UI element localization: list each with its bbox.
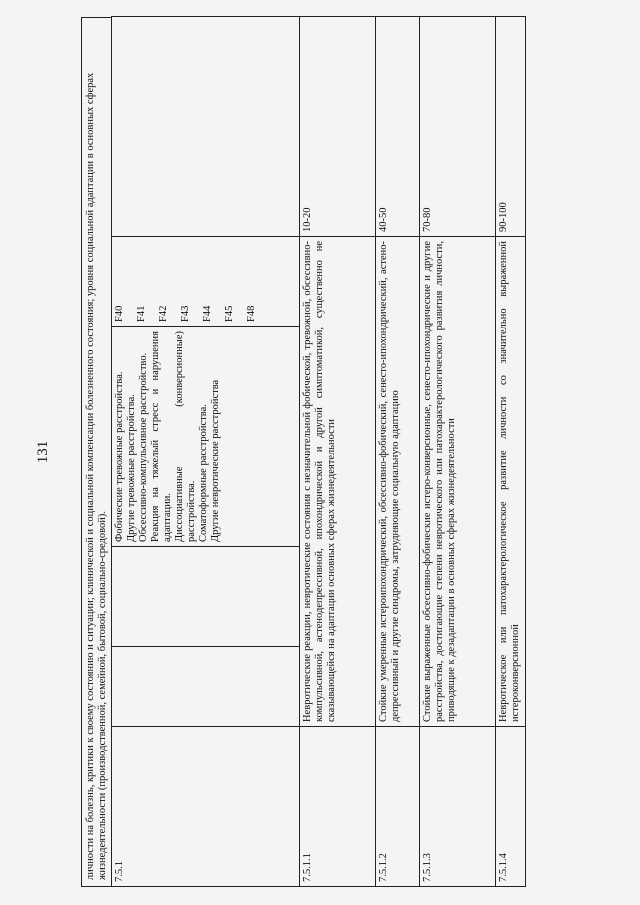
- disorder-item: Диссоциативные (конверсионные) расстройства.: [174, 331, 197, 542]
- percent-cell: 90-100: [496, 17, 526, 237]
- description-cell: Невротическое или патохарактерологическое развитие личности со значительно выраженной истероконверсионной: [496, 237, 526, 727]
- table-row: [496, 17, 526, 887]
- icd-code: F43: [180, 305, 191, 322]
- disorder-item: Реакция на тяжелый стресс и нарушения адаптации.: [150, 331, 173, 542]
- percent-cell: 10-20: [300, 17, 376, 237]
- percent-cell: 70-80: [420, 17, 496, 237]
- icd-code: F42: [158, 305, 169, 322]
- disorder-item: Обсессивно-компульсивное расстройство.: [138, 352, 149, 542]
- code-cell: 7.5.1.4: [496, 727, 526, 887]
- code-cell: 7.5.1.3: [420, 727, 496, 887]
- empty-cell: [112, 647, 300, 727]
- icd-code-cell: [112, 237, 300, 327]
- code-cell: 7.5.1.1: [300, 727, 376, 887]
- icd-code: F41: [136, 305, 147, 322]
- rotated-table-page: [81, 17, 581, 887]
- icd-code: F40: [114, 305, 125, 322]
- disorder-list-cell: [112, 327, 300, 547]
- disorder-item: Другие тревожные расстройства.: [126, 394, 137, 542]
- page-number: 131: [35, 440, 51, 464]
- table-row: [112, 17, 300, 887]
- disorder-item: Соматоформные расстройства.: [198, 404, 209, 542]
- icd-code: F48: [246, 305, 257, 322]
- disorder-item: Другие невротические расстройства: [210, 379, 221, 542]
- description-cell: Невротические реакции, невротические состояния с незначительной фобической, тревожной, обсессивно-компульсивной, астенодепрессивной, ипохондрической и другой симптоматикой, существенно не сказывающейся на адаптации основных сферах жизнедеятельности: [300, 237, 376, 727]
- icd-code: F44: [202, 305, 213, 322]
- empty-cell: [112, 17, 300, 237]
- icd-code: F45: [224, 305, 235, 322]
- table-row: [300, 17, 376, 887]
- description-cell: Стойкие выраженные обсессивно-фобические истеро-конверсионные, сенесто-ипохондрические и другие расстройства, достигающие степени невротического или патохарактерологического развития личности, приводящие к дезадаптации в основных сферах жизнедеятельности: [420, 237, 496, 727]
- description-cell: Стойкие умеренные истероипохондрический, обсессивно-фобический, сенесто-ипохондрический, астено-депрессивный и другие синдромы, затрудняющие социальную адаптацию: [376, 237, 420, 727]
- empty-cell: [112, 547, 300, 647]
- table-row: [376, 17, 420, 887]
- percent-cell: 40-50: [376, 17, 420, 237]
- disorder-item: Фобические тревожные расстройства.: [114, 371, 125, 542]
- table-caption: личности на болезнь, критики к своему состоянию и ситуации; клинической и социальной компенсации болезненного состояния; уровня социальной адаптации в основных сферах жизнедеятельности (производственной, семейной, бытовой, социально-средовой).: [81, 17, 111, 887]
- code-cell: 7.5.1: [112, 727, 300, 887]
- code-cell: 7.5.1.2: [376, 727, 420, 887]
- table-row: [420, 17, 496, 887]
- disability-criteria-table: [111, 16, 526, 887]
